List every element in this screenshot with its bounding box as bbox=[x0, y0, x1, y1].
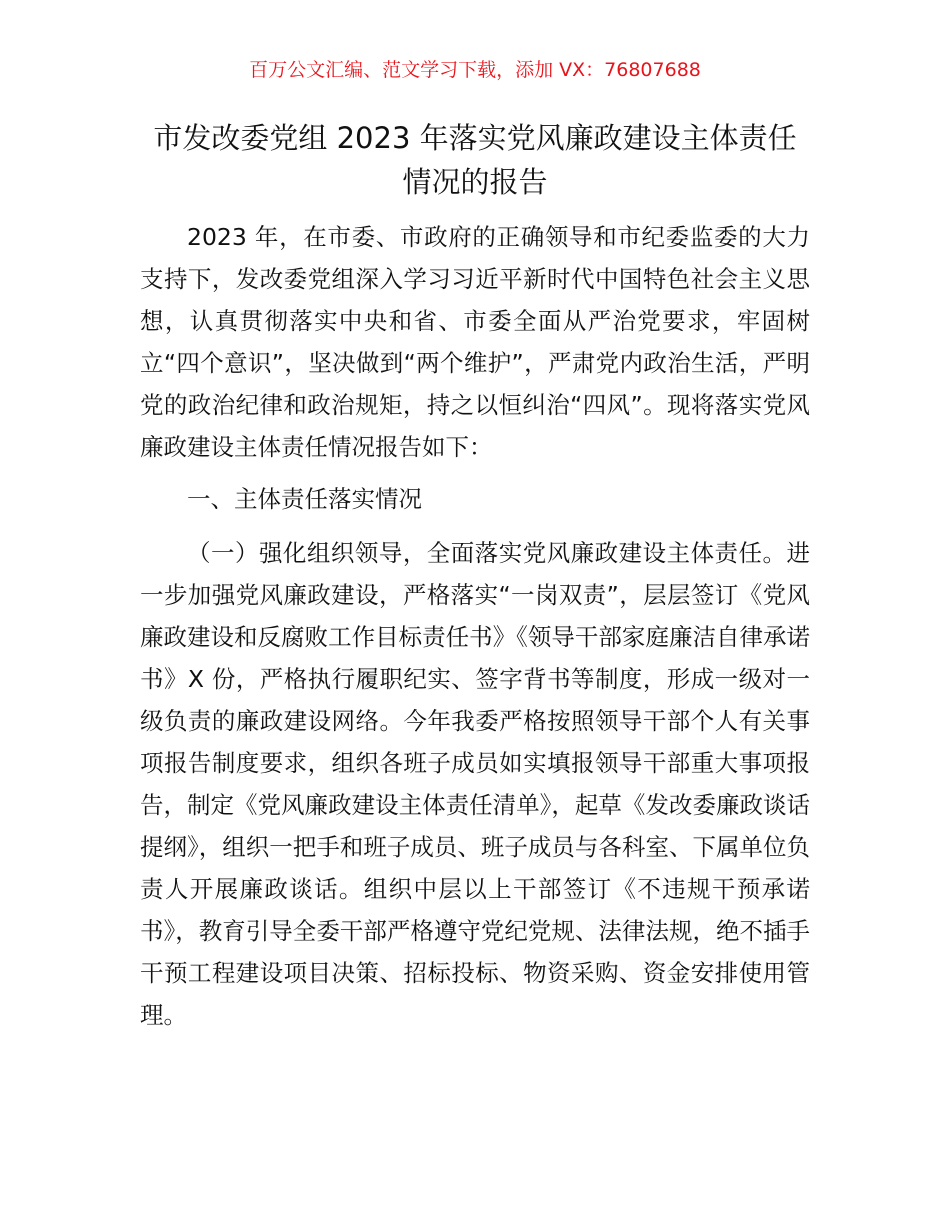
section-heading-1: 一、主体责任落实情况 bbox=[187, 485, 422, 513]
subsection-paragraph-1: （一）强化组织领导，全面落实党风廉政建设主体责任。进一步加强党风廉政建设，严格落实“一岗双责”，层层签订《党风廉政建设和反腐败工作目标责任书》《领导干部家庭廉洁自律承诺书》X 份，严格执行履职纪实、签字背书等制度，形成一级对一级负责的廉政建设网络。今年我委严格按照领导干部个人有关事项报告制度要求，组织各班子成员如实填报领导干部重大事项报告，制定《党风廉政建设主体责任清单》，起草《发改委廉政谈话提纲》，组织一把手和班子成员、班子成员与各科室、下属单位负责人开展廉政谈话。组织中层以上干部签订《不违规干预承诺书》，教育引导全委干部严格遵守党纪党规、法律法规，绝不插手干预工程建设项目决策、招标投标、物资采购、资金安排使用管理。 bbox=[140, 539, 810, 1029]
document-body bbox=[140, 216, 810, 1036]
document-title: 市发改委党组 2023 年落实党风廉政建设主体责任情况的报告 bbox=[153, 121, 797, 199]
header-note: 百万公文汇编、范文学习下载，添加 VX：76807688 bbox=[249, 59, 701, 81]
intro-paragraph: 2023 年，在市委、市政府的正确领导和市纪委监委的大力支持下，发改委党组深入学习习近平新时代中国特色社会主义思想，认真贯彻落实中央和省、市委全面从严治党要求，牢固树立“四个意识”，坚决做到“两个维护”，严肃党内政治生活，严明党的政治纪律和政治规矩，持之以恒纠治“四风”。现将落实党风廉政建设主体责任情况报告如下： bbox=[140, 223, 810, 461]
